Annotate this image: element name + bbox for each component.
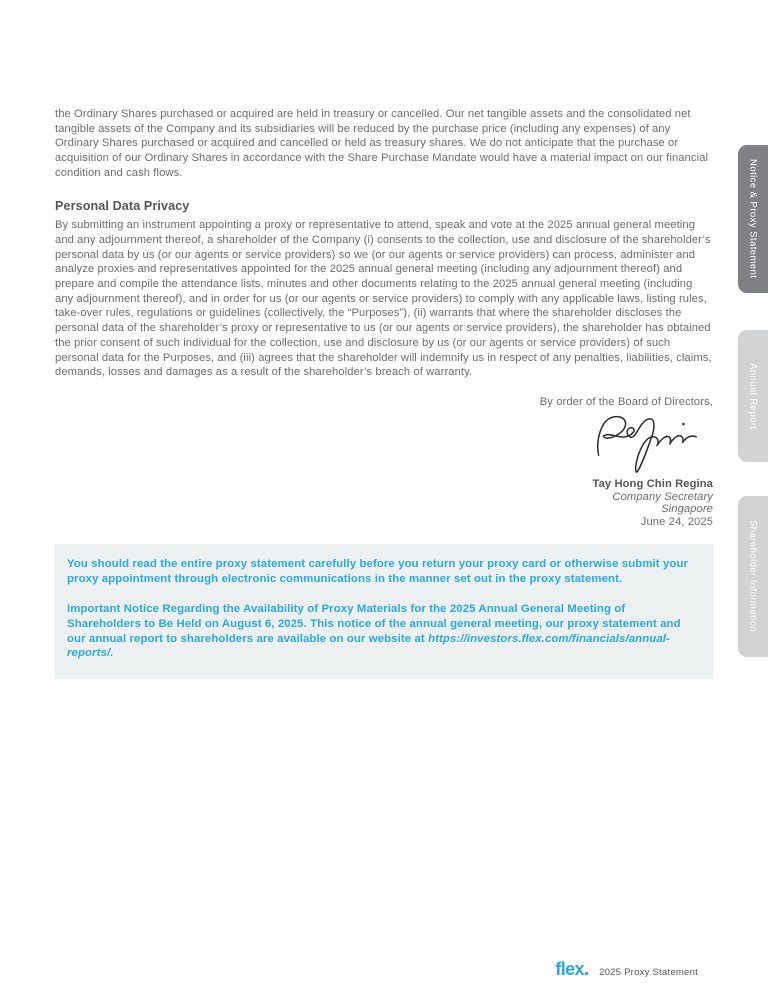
board-order-line: By order of the Board of Directors,: [539, 395, 713, 408]
flex-logo-dot-icon: [585, 972, 588, 975]
tab-notice-proxy-statement-label: Notice & Proxy Statement: [747, 159, 759, 279]
tab-annual-report[interactable]: [738, 330, 768, 462]
side-tab-nav: [738, 0, 768, 1000]
annual-reports-link[interactable]: https://investors.flex.com/financials/annual-reports/: [67, 632, 670, 660]
intro-paragraph: the Ordinary Shares purchased or acquired are held in treasury or cancelled. Our net tangible assets and the consolidated net tangible assets of the Company and its subsidiaries will be reduced by the purchase price (including any expenses) of any Ordinary Shares purchased or acquired and cancelled or held as treasury shares. We do not anticipate that the purchase or acquisition of our Ordinary Shares in accordance with the Share Purchase Mandate would have a material impact on our financial condition and cash flows.: [55, 108, 709, 179]
tab-notice-proxy-statement[interactable]: [738, 145, 768, 293]
secretary-title: Company Secretary: [612, 490, 713, 503]
privacy-paragraph: By submitting an instrument appointing a proxy or representative to attend, speak and vote at the 2025 annual general meeting and any adjournment thereof, a shareholder of the Company (i) consents to the collection, use and disclosure of the shareholder’s personal data by us (or our agents or service providers) so we (or our agents or service providers) can process, administer and analyze proxies and representatives appointed for the 2025 annual general meeting (including any adjournment thereof) and prepare and compile the attendance lists, minutes and other documents relating to the 2025 annual general meeting (including any adjournment thereof), and in order for us (or our agents or service providers) to comply with any applicable laws, listing rules, take-over rules, regulations or guidelines (collectively, the “Purposes”), (ii) warrants that where the shareholder discloses the personal data of the shareholder’s proxy or representative to us (or our agents or service providers), the shareholder has obtained the prior consent of such individual for the collection, use and disclosure by us (or our agents or service providers) of such personal data for the Purposes, and (iii) agrees that the shareholder will indemnify us in respect of any penalties, liabilities, claims, demands, losses and damages as a result of the shareholder’s breach of warranty.: [55, 219, 712, 379]
signature-block: [55, 412, 713, 529]
signature-icon: [589, 412, 717, 476]
footer-doc-label: 2025 Proxy Statement: [599, 967, 698, 978]
secretary-name: Tay Hong Chin Regina: [592, 477, 713, 490]
notice-availability-rest: This notice of the annual general meeting, our proxy statement and our annual report to shareholders are available on our website at: [67, 617, 681, 645]
signature-i-dot: [682, 422, 685, 425]
notice-important-lead: Important Notice Regarding the Availability of Proxy Materials for the 2025 Annual General Meeting of Shareholders to Be Held on August 6, 2025.: [67, 603, 626, 630]
important-notice-box: [55, 544, 713, 679]
personal-data-privacy-heading: Personal Data Privacy: [55, 198, 190, 213]
secretary-location: Singapore: [661, 503, 713, 516]
page-content: [55, 0, 713, 679]
notice-paragraph-availability: [67, 602, 699, 661]
tab-shareholder-information-label: Shareholder Information: [747, 520, 759, 633]
flex-logo: [555, 960, 588, 978]
flex-logo-text: flex: [555, 959, 584, 979]
signature-date: June 24, 2025: [640, 515, 713, 528]
annual-reports-link-period: .: [110, 647, 114, 660]
tab-shareholder-information[interactable]: [738, 496, 768, 657]
notice-paragraph-read-carefully: You should read the entire proxy statement carefully before you return your proxy card or otherwise submit your proxy appointment through electronic communications in the manner set out in the proxy statement.: [67, 558, 689, 586]
tab-annual-report-label: Annual Report: [747, 362, 759, 430]
page-footer: [555, 960, 698, 978]
